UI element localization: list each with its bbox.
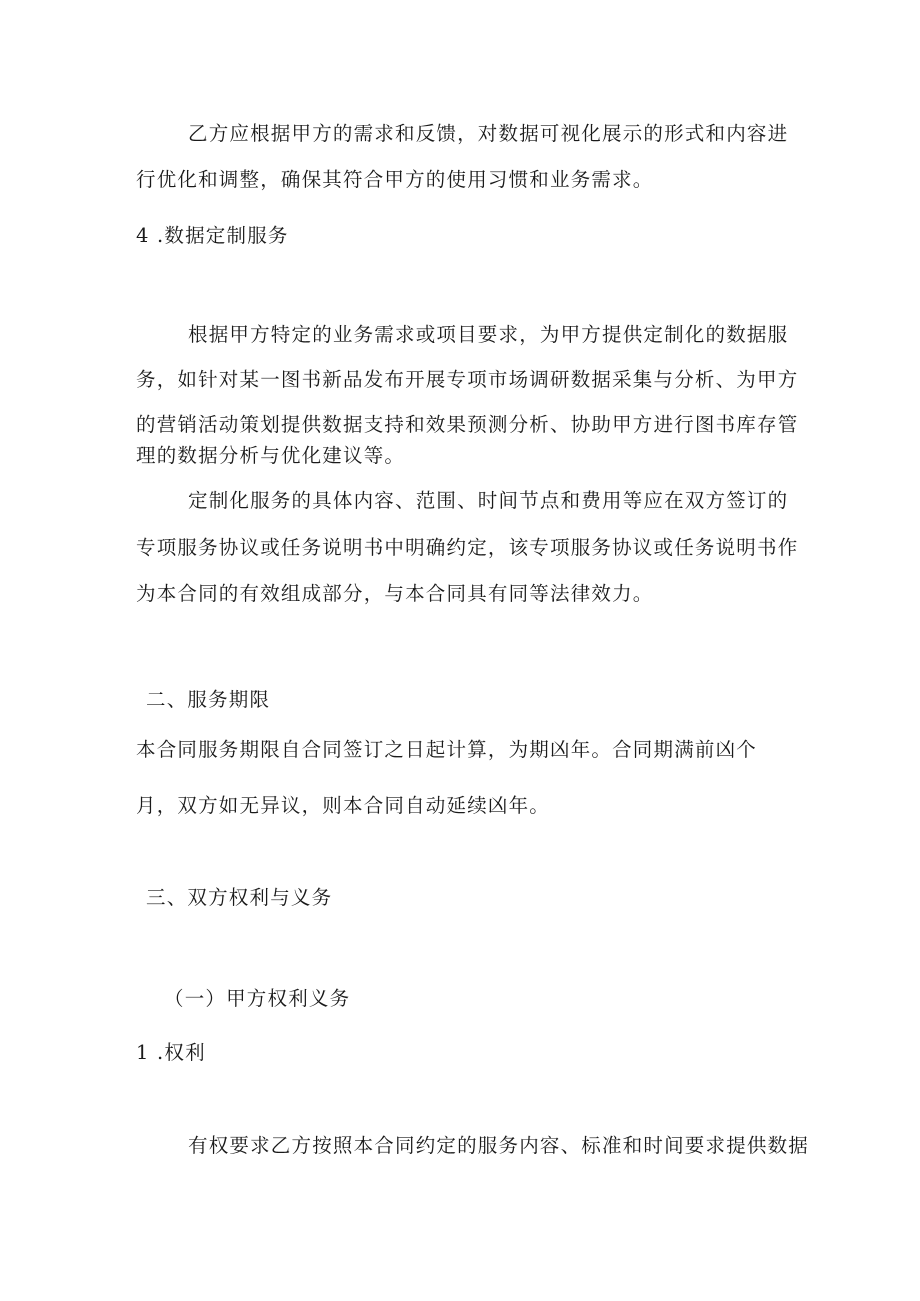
paragraph-line: 的营销活动策划提供数据支持和效果预测分析、协助甲方进行图书库存管 bbox=[136, 413, 799, 436]
paragraph-line: 乙方应根据甲方的需求和反馈，对数据可视化展示的形式和内容进 bbox=[188, 122, 789, 145]
paragraph-line: 有权要求乙方按照本合同约定的服务内容、标准和时间要求提供数据 bbox=[188, 1134, 810, 1157]
paragraph-line: 行优化和调整，确保其符合甲方的使用习惯和业务需求。 bbox=[136, 168, 654, 191]
section-heading: 1 .权利 bbox=[136, 1041, 206, 1064]
section-heading: 三、双方权利与义务 bbox=[146, 886, 333, 909]
paragraph-line: 为本合同的有效组成部分，与本合同具有同等法律效力。 bbox=[136, 582, 654, 605]
section-heading: 二、服务期限 bbox=[146, 688, 271, 711]
paragraph-line: 根据甲方特定的业务需求或项目要求，为甲方提供定制化的数据服 bbox=[188, 323, 789, 346]
paragraph-line: 专项服务协议或任务说明书中明确约定，该专项服务协议或任务说明书作 bbox=[136, 536, 799, 559]
paragraph-line: 务，如针对某一图书新品发布开展专项市场调研数据采集与分析、为甲方 bbox=[136, 368, 799, 391]
subsection-heading: （一）甲方权利义务 bbox=[164, 987, 351, 1010]
section-heading: 4 .数据定制服务 bbox=[136, 224, 289, 247]
paragraph-line: 理的数据分析与优化建议等。 bbox=[136, 444, 406, 467]
paragraph-line: 月，双方如无异议，则本合同自动延续凶年。 bbox=[136, 794, 551, 817]
paragraph-line: 本合同服务期限自合同签订之日起计算，为期凶年。合同期满前凶个 bbox=[136, 738, 758, 761]
paragraph-line: 定制化服务的具体内容、范围、时间节点和费用等应在双方签订的 bbox=[188, 489, 789, 512]
